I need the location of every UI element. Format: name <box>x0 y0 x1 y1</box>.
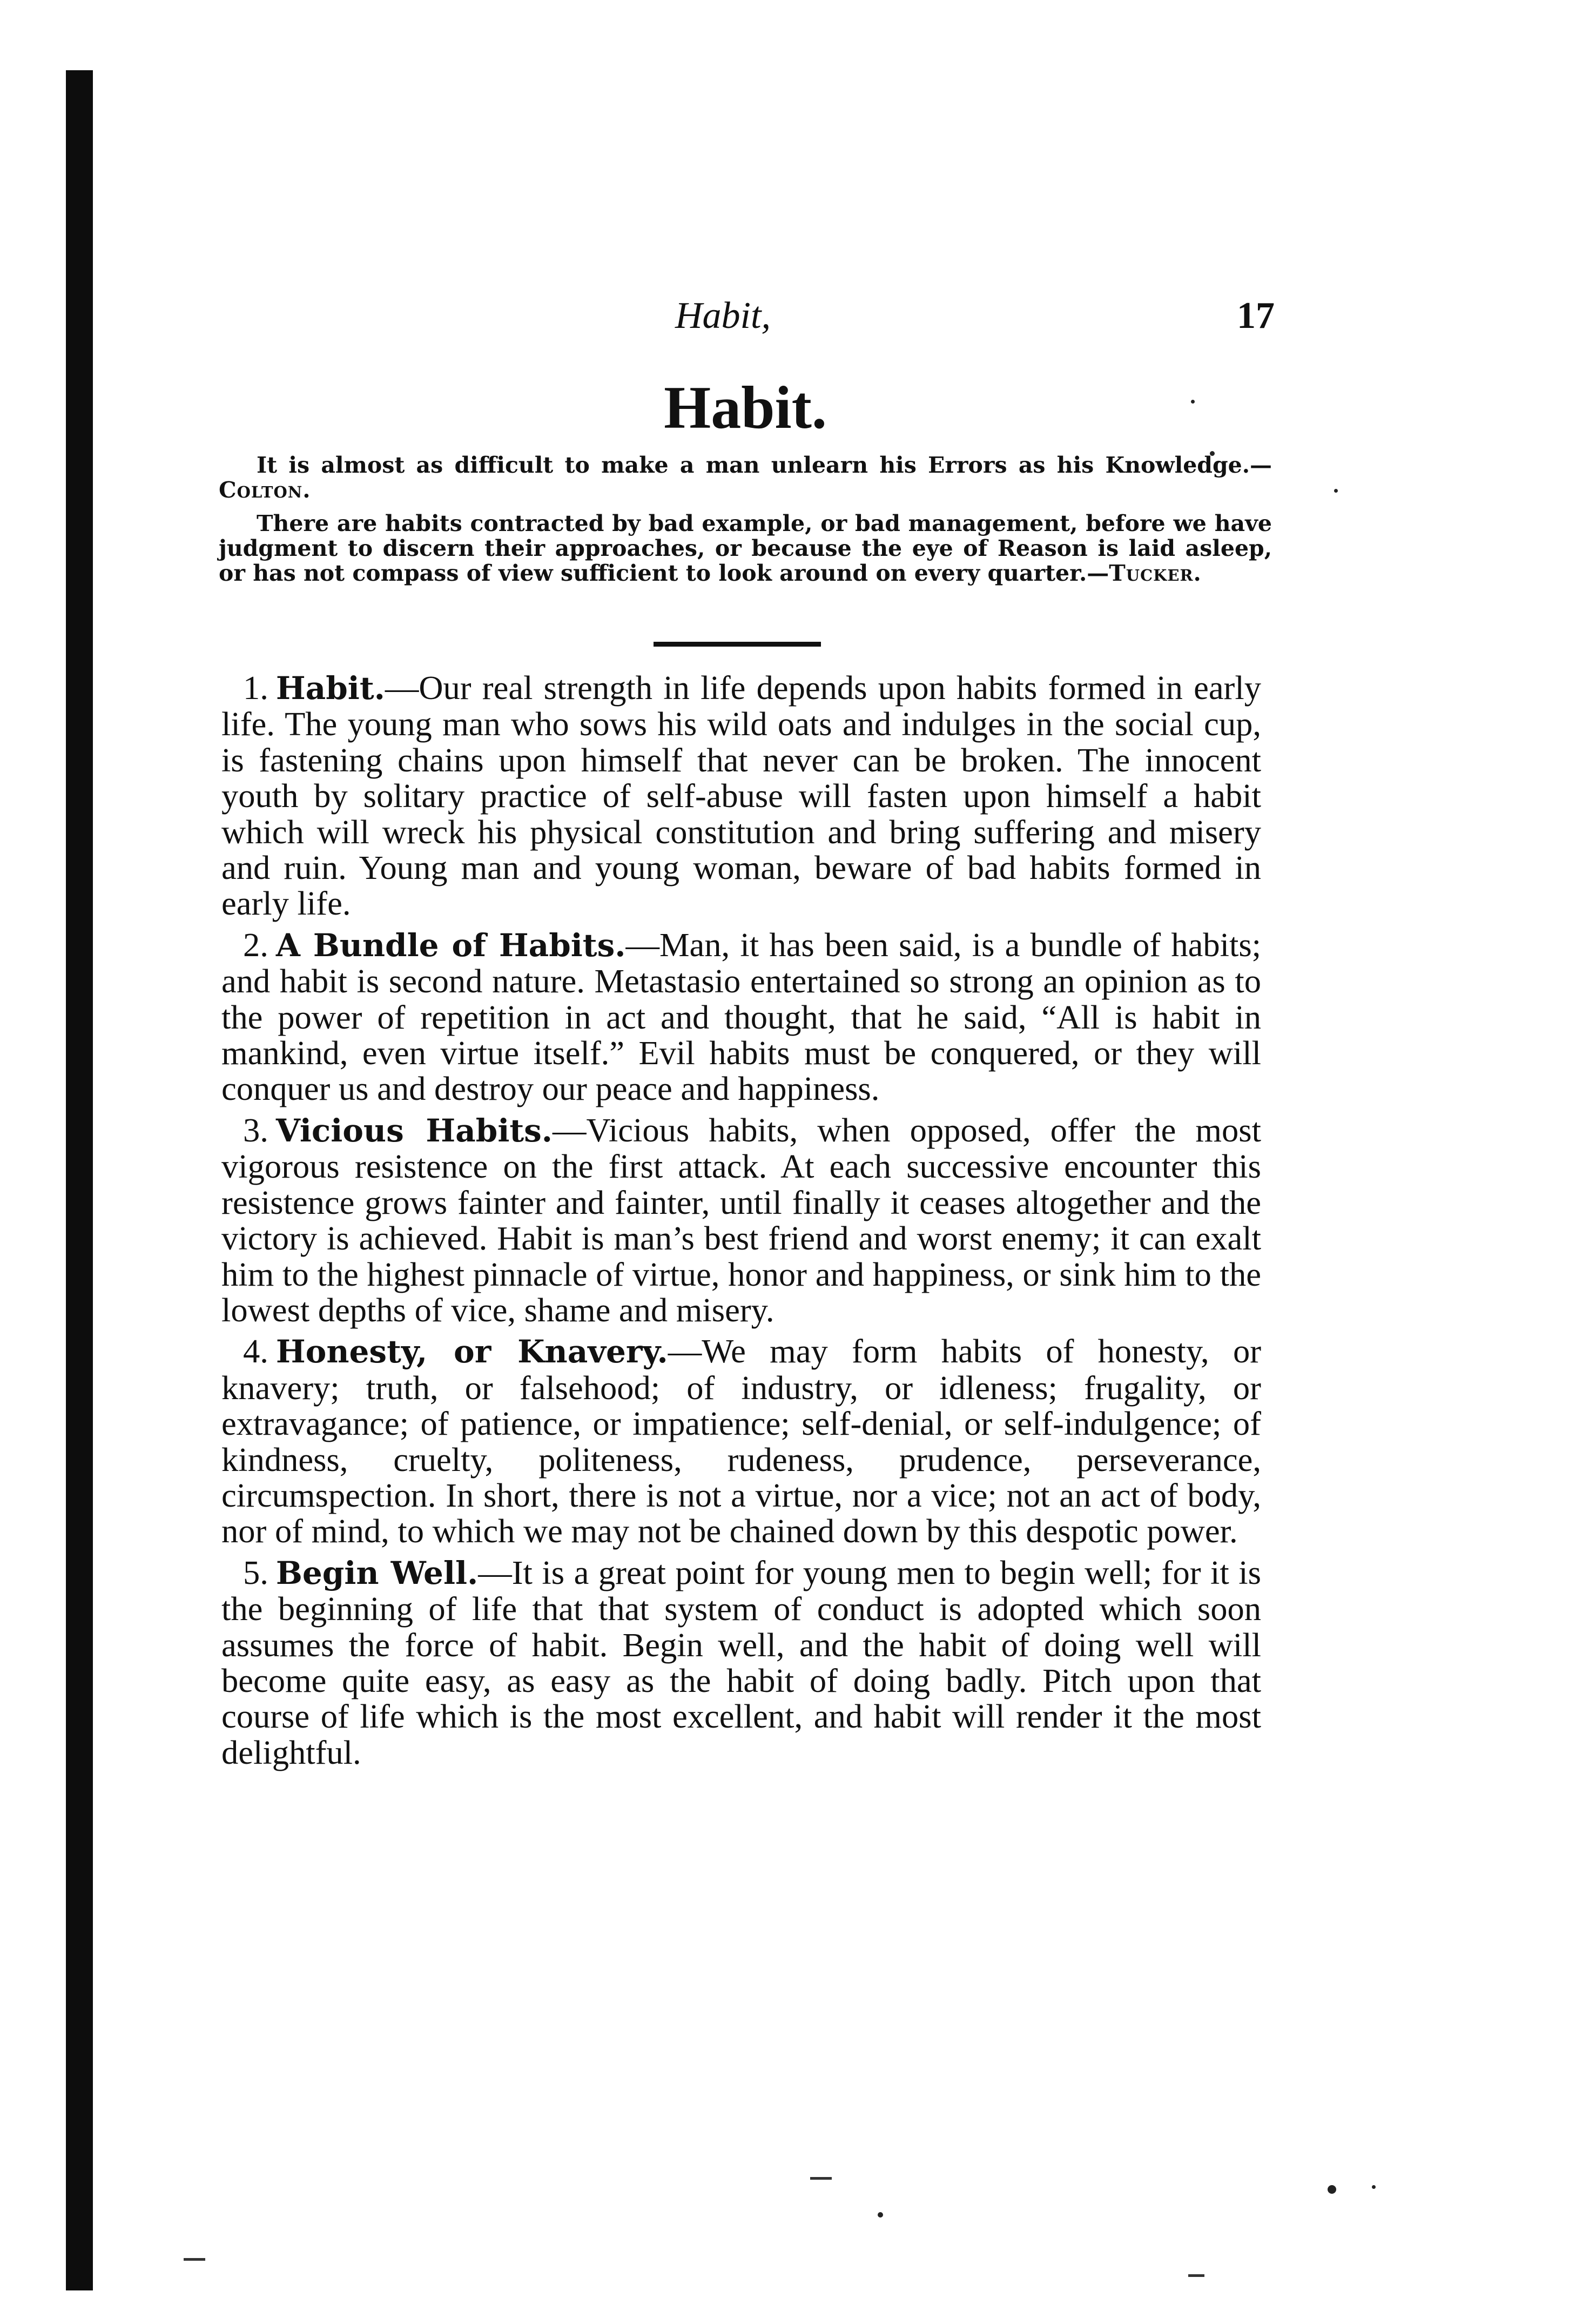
scan-mark <box>1188 2274 1204 2277</box>
entry <box>221 670 1261 922</box>
scan-mark <box>184 2258 205 2261</box>
entry-number: 2. <box>243 925 268 964</box>
epigraphs <box>219 453 1272 594</box>
epigraph-attribution: Tucker. <box>1109 560 1202 586</box>
entry-heading: Habit. <box>275 670 385 707</box>
page-number: 17 <box>1237 295 1275 337</box>
epigraph-text: There are habits contracted by bad example, or bad management, before we have judgment to discern their approaches, or because the eye of Reason is laid asleep, or has not compass of view sufficient to look around on every quarter.— <box>219 510 1272 586</box>
epigraph-text: It is almost as difficult to make a man unlearn his Errors as his Knowledge.— <box>257 452 1272 478</box>
entry-number: 3. <box>243 1111 268 1149</box>
entry-number: 4. <box>243 1332 268 1370</box>
entry-text: —It is a great point for young men to begin well; for it is the beginning of life that that system of conduct is adopted which soon assumes the force of habit. Begin well, and the habit of doing well will become quite easy, as easy as the habit of doing badly. Pitch upon that course of life which is the most excellent, and habit will render it the most delightful. <box>221 1553 1261 1771</box>
entry <box>221 1555 1261 1770</box>
entry-text: —Vicious habits, when opposed, offer the most vigorous resistence on the first attack. At each successive encounter this resistence grows fainter and fainter, until finally it ceases altogether and the victory is achieved. Habit is man’s best friend and worst enemy; it can exalt him to the highest pinnacle of virtue, honor and happiness, or sink him to the lowest depths of vice, shame and misery. <box>221 1111 1261 1329</box>
entry-heading: Honesty, or Knavery. <box>275 1333 668 1370</box>
scan-speck <box>878 2212 883 2218</box>
epigraph <box>219 511 1272 586</box>
scan-speck <box>1334 489 1338 493</box>
binding-shadow <box>66 70 93 2290</box>
entries <box>221 670 1261 1776</box>
entry-number: 1. <box>243 669 268 707</box>
entry-text: —Our real strength in life depends upon habits formed in early life. The young man who sows his wild oats and indulges in the social cup, is fastening chains upon himself that never can be broken. The innocent youth by solitary practice of self-abuse will fasten upon himself a habit which will wreck his physical constitution and bring suffering and misery and ruin. Young man and young woman, beware of bad habits formed in early life. <box>221 669 1261 923</box>
scan-speck <box>1328 2185 1336 2194</box>
entry-text: —We may form habits of honesty, or knavery; truth, or falsehood; of industry, or idleness; frugality, or extravagance; of patience, or impatience; self-denial, or self-indulgence; of kindness, cruelty, politeness, rudeness, prudence, perseverance, circumspection. In short, there is not a virtue, nor a vice; not an act of body, nor of mind, to which we may not be chained down by this despotic power. <box>221 1332 1262 1550</box>
section-rule <box>654 642 821 647</box>
entry-number: 5. <box>243 1553 268 1591</box>
entry-heading: Begin Well. <box>275 1554 479 1591</box>
chapter-title: Habit. <box>664 374 827 441</box>
entry <box>221 1112 1261 1328</box>
running-header <box>216 294 1275 338</box>
epigraph-attribution: Colton. <box>219 477 311 503</box>
entry <box>221 1333 1261 1549</box>
entry <box>221 927 1261 1107</box>
entry-heading: Vicious Habits. <box>275 1112 553 1149</box>
running-title: Habit, <box>675 295 771 337</box>
scan-mark <box>810 2177 832 2180</box>
epigraph <box>219 453 1272 502</box>
entry-heading: A Bundle of Habits. <box>275 926 626 964</box>
scan-speck <box>1372 2185 1376 2189</box>
entry-text: —Man, it has been said, is a bundle of habits; and habit is second nature. Metastasio entertained so strong an opinion as to the power of repetition in act and thought, that he said, “All is habit in mankind, even virtue itself.” Evil habits must be conquered, or they will conquer us and destroy our peace and happiness. <box>221 925 1261 1108</box>
